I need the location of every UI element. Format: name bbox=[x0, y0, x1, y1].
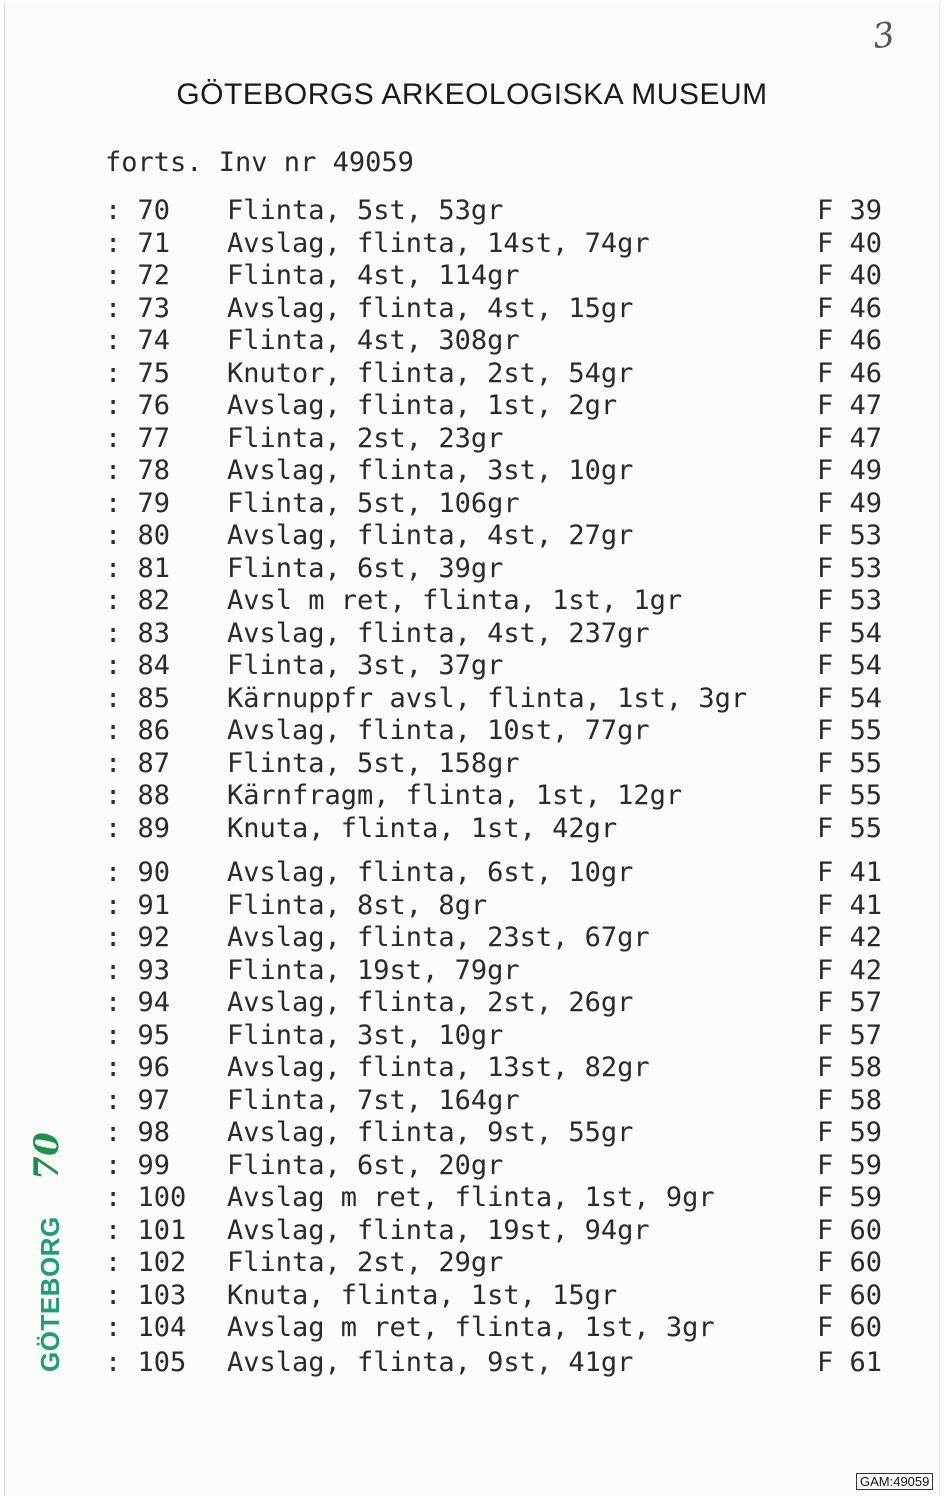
entry-description: Kärnuppfr avsl, flinta, 1st, 3gr bbox=[227, 683, 748, 714]
entry-row bbox=[5, 780, 939, 813]
entry-row bbox=[5, 358, 939, 391]
entry-number: : 84 bbox=[105, 650, 171, 681]
entry-row bbox=[5, 618, 939, 651]
entry-row bbox=[5, 1085, 939, 1118]
entry-row bbox=[5, 325, 939, 358]
entry-number: : 77 bbox=[105, 423, 171, 454]
entry-description: Flinta, 6st, 20gr bbox=[227, 1150, 504, 1181]
entry-row bbox=[5, 585, 939, 618]
entry-number: : 83 bbox=[105, 618, 171, 649]
entry-location: F 53 bbox=[817, 520, 883, 551]
entry-number: : 91 bbox=[105, 890, 171, 921]
entry-location: F 58 bbox=[817, 1052, 883, 1083]
entry-row bbox=[5, 857, 939, 890]
entry-number: : 101 bbox=[105, 1215, 187, 1246]
entry-location: F 55 bbox=[817, 780, 883, 811]
entry-row bbox=[5, 553, 939, 586]
entry-description: Flinta, 6st, 39gr bbox=[227, 553, 504, 584]
entry-number: : 80 bbox=[105, 520, 171, 551]
entry-location: F 42 bbox=[817, 955, 883, 986]
entry-row bbox=[5, 293, 939, 326]
entry-row bbox=[5, 228, 939, 261]
entry-location: F 40 bbox=[817, 260, 883, 291]
entry-number: : 95 bbox=[105, 1020, 171, 1051]
entry-location: F 55 bbox=[817, 748, 883, 779]
entry-row bbox=[5, 1280, 939, 1313]
entry-location: F 49 bbox=[817, 455, 883, 486]
entry-number: : 76 bbox=[105, 390, 171, 421]
entry-row bbox=[5, 890, 939, 923]
entry-row bbox=[5, 813, 939, 846]
entry-row bbox=[5, 1247, 939, 1280]
entry-description: Avslag, flinta, 23st, 67gr bbox=[227, 922, 650, 953]
entry-number: : 73 bbox=[105, 293, 171, 324]
entry-number: : 72 bbox=[105, 260, 171, 291]
entry-number: : 75 bbox=[105, 358, 171, 389]
entry-description: Flinta, 8st, 8gr bbox=[227, 890, 488, 921]
entry-description: Avslag, flinta, 10st, 77gr bbox=[227, 715, 650, 746]
entry-description: Avslag, flinta, 1st, 2gr bbox=[227, 390, 618, 421]
entry-location: F 60 bbox=[817, 1280, 883, 1311]
entry-location: F 53 bbox=[817, 585, 883, 616]
entry-row bbox=[5, 455, 939, 488]
entry-description: Avslag, flinta, 9st, 41gr bbox=[227, 1347, 634, 1378]
entry-row bbox=[5, 423, 939, 456]
entry-location: F 61 bbox=[817, 1347, 883, 1378]
entry-row bbox=[5, 1312, 939, 1345]
entry-description: Avslag, flinta, 19st, 94gr bbox=[227, 1215, 650, 1246]
entry-number: : 70 bbox=[105, 195, 171, 226]
entry-location: F 46 bbox=[817, 293, 883, 324]
entry-location: F 54 bbox=[817, 650, 883, 681]
entry-row bbox=[5, 1052, 939, 1085]
entry-description: Flinta, 2st, 23gr bbox=[227, 423, 504, 454]
entry-description: Avslag m ret, flinta, 1st, 9gr bbox=[227, 1182, 715, 1213]
entry-row bbox=[5, 987, 939, 1020]
stamp-number: 70 bbox=[27, 1131, 67, 1180]
entry-location: F 49 bbox=[817, 488, 883, 519]
entry-row bbox=[5, 1117, 939, 1150]
entry-number: : 82 bbox=[105, 585, 171, 616]
entry-number: : 87 bbox=[105, 748, 171, 779]
reference-label: GAM:49059 bbox=[856, 1473, 933, 1490]
entry-location: F 60 bbox=[817, 1312, 883, 1343]
entry-location: F 59 bbox=[817, 1117, 883, 1148]
museum-title: GÖTEBORGS ARKEOLOGISKA MUSEUM bbox=[176, 78, 768, 111]
entry-description: Flinta, 5st, 106gr bbox=[227, 488, 520, 519]
entry-description: Avslag, flinta, 9st, 55gr bbox=[227, 1117, 634, 1148]
entry-number: : 103 bbox=[105, 1280, 187, 1311]
entry-number: : 96 bbox=[105, 1052, 171, 1083]
entry-number: : 97 bbox=[105, 1085, 171, 1116]
goteborg-stamp bbox=[27, 1131, 71, 1372]
entry-row bbox=[5, 683, 939, 716]
entry-number: : 99 bbox=[105, 1150, 171, 1181]
handwritten-page-number: 3 bbox=[870, 14, 898, 58]
entry-location: F 57 bbox=[817, 1020, 883, 1051]
entry-location: F 57 bbox=[817, 987, 883, 1018]
entry-row bbox=[5, 955, 939, 988]
entry-description: Avslag, flinta, 4st, 15gr bbox=[227, 293, 634, 324]
entry-description: Avslag, flinta, 14st, 74gr bbox=[227, 228, 650, 259]
entry-number: : 94 bbox=[105, 987, 171, 1018]
entry-row bbox=[5, 1150, 939, 1183]
entry-number: : 78 bbox=[105, 455, 171, 486]
entry-number: : 89 bbox=[105, 813, 171, 844]
entry-description: Knutor, flinta, 2st, 54gr bbox=[227, 358, 634, 389]
entry-number: : 79 bbox=[105, 488, 171, 519]
entry-row bbox=[5, 488, 939, 521]
entry-description: Flinta, 3st, 10gr bbox=[227, 1020, 504, 1051]
entry-description: Flinta, 5st, 53gr bbox=[227, 195, 504, 226]
entry-description: Kärnfragm, flinta, 1st, 12gr bbox=[227, 780, 683, 811]
entry-location: F 59 bbox=[817, 1150, 883, 1181]
entry-number: : 74 bbox=[105, 325, 171, 356]
entry-location: F 40 bbox=[817, 228, 883, 259]
entry-location: F 41 bbox=[817, 890, 883, 921]
inventory-header: forts. Inv nr 49059 bbox=[105, 147, 414, 178]
entry-location: F 60 bbox=[817, 1215, 883, 1246]
entry-number: : 93 bbox=[105, 955, 171, 986]
entry-location: F 55 bbox=[817, 715, 883, 746]
entry-row bbox=[5, 260, 939, 293]
entry-location: F 42 bbox=[817, 922, 883, 953]
entry-description: Flinta, 3st, 37gr bbox=[227, 650, 504, 681]
entry-row bbox=[5, 1020, 939, 1053]
entry-location: F 47 bbox=[817, 423, 883, 454]
entry-location: F 41 bbox=[817, 857, 883, 888]
entry-location: F 54 bbox=[817, 618, 883, 649]
entry-number: : 88 bbox=[105, 780, 171, 811]
entry-number: : 90 bbox=[105, 857, 171, 888]
entry-description: Avslag, flinta, 3st, 10gr bbox=[227, 455, 634, 486]
entry-description: Avslag m ret, flinta, 1st, 3gr bbox=[227, 1312, 715, 1343]
entry-number: : 81 bbox=[105, 553, 171, 584]
entry-location: F 54 bbox=[817, 683, 883, 714]
entry-number: : 86 bbox=[105, 715, 171, 746]
entry-description: Avslag, flinta, 4st, 27gr bbox=[227, 520, 634, 551]
entry-description: Avslag, flinta, 4st, 237gr bbox=[227, 618, 650, 649]
entry-row bbox=[5, 1182, 939, 1215]
entry-location: F 59 bbox=[817, 1182, 883, 1213]
entry-number: : 98 bbox=[105, 1117, 171, 1148]
entry-description: Flinta, 4st, 308gr bbox=[227, 325, 520, 356]
entry-location: F 53 bbox=[817, 553, 883, 584]
entry-description: Avslag, flinta, 13st, 82gr bbox=[227, 1052, 650, 1083]
entry-number: : 105 bbox=[105, 1347, 187, 1378]
entry-row bbox=[5, 1215, 939, 1248]
entry-description: Avsl m ret, flinta, 1st, 1gr bbox=[227, 585, 683, 616]
entry-description: Flinta, 7st, 164gr bbox=[227, 1085, 520, 1116]
entry-number: : 92 bbox=[105, 922, 171, 953]
entry-location: F 60 bbox=[817, 1247, 883, 1278]
entry-row bbox=[5, 748, 939, 781]
entry-number: : 85 bbox=[105, 683, 171, 714]
entry-location: F 58 bbox=[817, 1085, 883, 1116]
entry-location: F 47 bbox=[817, 390, 883, 421]
entry-description: Knuta, flinta, 1st, 15gr bbox=[227, 1280, 618, 1311]
entry-description: Flinta, 19st, 79gr bbox=[227, 955, 520, 986]
stamp-text: GÖTEBORG bbox=[35, 1216, 65, 1372]
entry-row bbox=[5, 715, 939, 748]
entry-description: Flinta, 4st, 114gr bbox=[227, 260, 520, 291]
catalog-card bbox=[4, 2, 940, 1496]
entry-location: F 39 bbox=[817, 195, 883, 226]
entry-row bbox=[5, 195, 939, 228]
entry-description: Flinta, 5st, 158gr bbox=[227, 748, 520, 779]
entry-description: Flinta, 2st, 29gr bbox=[227, 1247, 504, 1278]
entry-row bbox=[5, 520, 939, 553]
entry-number: : 100 bbox=[105, 1182, 187, 1213]
entry-row bbox=[5, 922, 939, 955]
entry-row bbox=[5, 1347, 939, 1380]
entry-location: F 55 bbox=[817, 813, 883, 844]
entry-description: Avslag, flinta, 2st, 26gr bbox=[227, 987, 634, 1018]
entry-row bbox=[5, 390, 939, 423]
entry-description: Avslag, flinta, 6st, 10gr bbox=[227, 857, 634, 888]
entry-row bbox=[5, 650, 939, 683]
entry-number: : 102 bbox=[105, 1247, 187, 1278]
entry-description: Knuta, flinta, 1st, 42gr bbox=[227, 813, 618, 844]
entry-number: : 71 bbox=[105, 228, 171, 259]
entry-number: : 104 bbox=[105, 1312, 187, 1343]
entry-location: F 46 bbox=[817, 325, 883, 356]
entry-location: F 46 bbox=[817, 358, 883, 389]
